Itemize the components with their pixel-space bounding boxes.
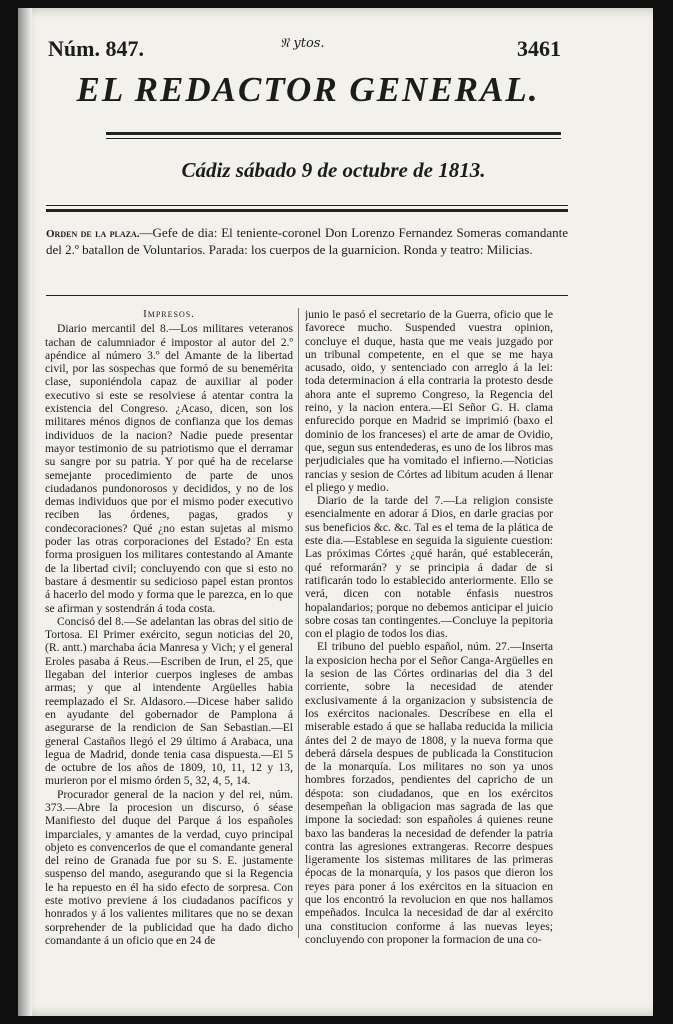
newspaper-page	[18, 8, 653, 1016]
orden-text: —Gefe de dia: El teniente-coronel Don Lorenzo Fernandez Someras comandante del 2.º batallon de Voluntarios. Parada: los cuerpos de la guarnicion. Ronda y teatro: Milicias.	[46, 225, 568, 257]
article-paragraph: Concisó del 8.—Se adelantan las obras del sitio de Tortosa. El Primer exército, segun noticias del 20, (R. antt.) marchaba ácia Manresa y Vich; y el general Eroles pasaba á Reus.—Escriben de Irun, el 25, que llegaban del interior cuerpos ingleses de ambas armas; y que al intendente Argüelles habia reemplazado el Sr. Aldasoro.—Dicese haber salido en ayudante del gobernador de Pamplona á asegurarse de la rendicion de San Sebastian.—El general Castaños llegó el 29 último á Arabaca, una legua de Madrid, donde tenia casa dispuesta.—El 5 de octubre de los años de 1809, 10, 11, 12 y 13, murieron por el mismo órden 5, 32, 4, 5, 14.	[45, 614, 293, 788]
article-paragraph: El tribuno del pueblo español, núm. 27.—Inserta la exposicion hecha por el Señor Canga-Argüelles en la sesion de las Córtes ordinarias del dia 3 del corriente, sobre la necesidad de atender exclusivamente á la organizacion y subsistencia de los exércitos nacionales. Descríbese en ella el miserable estado á que se hallaba reducida la milicia ántes del 2 de mayo de 1808, y la nueva forma que deberá dársela despues de publicada la Constitucion de la monarquía. Los militares no son ya unos hombres forzados, pendientes del capricho de un déspota: son ciudadanos, que en los exércitos desempeñan la obligacion mas sagrada de las que impone la sociedad: son españoles á quienes reune baxo las banderas la necesidad de defender la patria contra las agresiones extrangeras. Recorre despues ligeramente los sistemas militares de las primeras épocas de la monarquía, y los pasos que dieron los reyes para poner á los exércitos en la situacion en que los encontró la revolucion en que nos hallamos empeñados. Inculca la necesidad de dar al exército una constitucion conforme á las nuevas leyes; concluyendo con proponer la formacion de una co-	[305, 640, 553, 946]
orden-label: Orden de la plaza.	[46, 228, 140, 240]
impresos-heading: Impresos.	[143, 308, 195, 320]
left-column	[45, 308, 293, 948]
article-paragraph: junio le pasó el secretario de la Guerra, oficio que le favorece mucho. Suspended vuestra opinion, concluye el duque, hasta que me veais juzgado por un tribunal competente, en el que se me haya acusado, oido, y sentenciado con arreglo á la lei: toda determinacion á ella contraria la protesto desde ahora ante el supremo Congreso, la Regencia del reino, y la nacion entera.—El Señor G. H. clama enfurecido porque en Madrid se imprimió (baxo el dominio de los franceses) el arte de amar de Ovidio, que, segun sus entendederas, es uno de los libros mas perjudiciales que ha vomitado el infierno.—Noticias rancias y sesion de Córtes ad libitum acuden á llenar el pliego y medio.	[305, 308, 553, 494]
dateline: Cádiz sábado 9 de octubre de 1813.	[181, 158, 486, 182]
section-rule	[46, 295, 568, 296]
article-paragraph: Diario mercantil del 8.—Los militares veteranos tachan de calumniador é impostor al autor del 2.º apéndice al número 3.º del Amante de la libertad civil, por las sospechas que formó de su benemérita clase, suponiéndola capaz de auxiliar al poder executivo si este se resolviese á atentar contra la existencia del Congreso. ¿Acaso, dicen, son los militares ménos dignos de confianza que los demas individuos de la nacion? Nadie puede presentar mayor testimonio de su patriotismo que el derramar su sangre por su patria. Y por qué ha de recelarse semejante procedimiento de parte de unos ciudadanos pundonorosos y decididos, y no de los demas individuos que por el mismo poder executivo reciben las órdenes, pagas, grados y condecoraciones? Qué ¿no estan sujetas al mismo poder las otras corporaciones del Estado? En esta forma prosiguen los militares contestando al Amante de la libertad civil; concluyendo con que si esto no bastare á desmentir su sedicioso papel estan prontos á hacerlo del modo y forma que le parezca, en lo que se afirman y sostendrán á toda costa.	[45, 322, 293, 615]
right-column	[305, 308, 553, 948]
newspaper-title: EL REDACTOR GENERAL.	[76, 70, 540, 109]
page-number: 3461	[517, 36, 561, 61]
header-ornament: 𝔑 ytos.	[280, 36, 325, 51]
orden-de-la-plaza	[46, 225, 568, 258]
issue-number: Núm. 847.	[48, 36, 144, 61]
page-binding-shadow	[18, 8, 32, 1016]
article-paragraph: Procurador general de la nacion y del rei, núm. 373.—Abre la procesion un discurso, ó séase Manifiesto del duque del Parque á los españoles imparciales, y amantes de la verdad, cuyo principal objeto es convencerlos de que el comandante general del reino de Granada fue por su S. E. justamente suspenso del mando, asegurando que si la Regencia le ha repuesto en él ha sido efecto de sorpresa. Con este motivo previene á los ciudadanos pacíficos y honrados y á los valientes militares que no se dexan sorprehender de la publicidad que ha dado dicho comandante á un oficio que en 24 de	[45, 787, 293, 947]
date-rule-thin	[46, 205, 568, 206]
title-rule-thin	[106, 138, 561, 139]
column-divider	[298, 308, 299, 938]
article-paragraph: Diario de la tarde del 7.—La religion consiste esencialmente en adorar á Dios, en darle gracias por sus beneficios &c. &c. Tal es el tema de la plática de este dia.—Establese en seguida la siguiente cuestion: Las próximas Córtes ¿qué harán, qué establecerán, qué reformarán? y se principia á dadar de si ratificarán todo lo establecido anteriormente. Ello se verá, dicen con notable énfasis nuestros hopalandarios; porque no debemos anticipar el juicio sobre cosas tan contingentes.—Concluye la pepitoria con el plagio de todos los dias.	[305, 494, 553, 641]
date-rule-thick	[46, 209, 568, 212]
title-rule-thick	[106, 132, 561, 135]
